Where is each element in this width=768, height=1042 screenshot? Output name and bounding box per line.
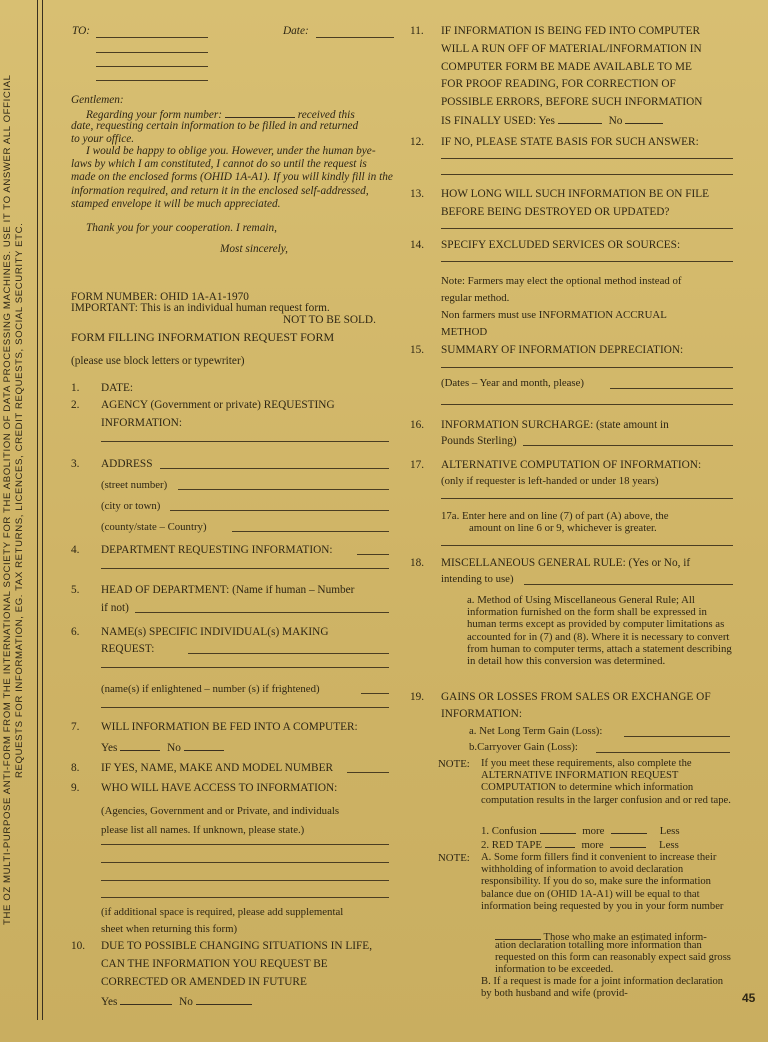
item-12-basis: IF NO, PLEASE STATE BASIS FOR SUCH ANSWER: (441, 136, 699, 148)
answer-line[interactable] (441, 158, 733, 159)
no-label: No (179, 996, 193, 1008)
note-confusion: If you meet these requirements, also complete the ALTERNATIVE INFORMATION REQUEST COMPUTATION to determine which information computation results in the larger confusion and or red tape. (481, 758, 731, 806)
farmers-note: Note: Farmers may elect the optional method instead of (441, 275, 682, 287)
yes-blank[interactable] (120, 993, 172, 1005)
letter-p2: I would be happy to oblige you. However, under the human bye-laws by which I am constituted, I cannot do so until the request is made on the enclosed forms (OHID 1A-A1). If you will kindly fill in the information required, and return it in the enclosed self-addressed, stamped envelope it will be much appreciated. (71, 145, 393, 210)
no-label: No (167, 742, 181, 754)
item-11-line: WILL A RUN OFF OF MATERIAL/INFORMATION IN (441, 43, 702, 55)
item-2-agency-b: INFORMATION: (101, 417, 182, 429)
greeting: Gentlemen: (71, 94, 124, 106)
answer-line[interactable] (610, 388, 733, 389)
answer-line[interactable] (523, 445, 733, 446)
item-11-line: FOR PROOF READING, FOR CORRECTION OF (441, 78, 676, 90)
red-tape-label: 2. RED TAPE (481, 839, 543, 851)
item-16-surcharge-b: Pounds Sterling) (441, 435, 517, 447)
answer-line[interactable] (441, 174, 733, 175)
answer-line[interactable] (101, 568, 389, 569)
answer-line[interactable] (101, 880, 389, 881)
item-9-note-a: (Agencies, Government and or Private, and individuals (101, 805, 340, 817)
side-banner-line2: REQUESTS FOR INFORMATION, EG. TAX RETURNS, LICENCES, CREDIT REQUESTS, SOCIAL SECURITY ETC. (14, 222, 25, 778)
item-2-agency: AGENCY (Government or private) REQUESTING (101, 399, 335, 411)
confusion-blank[interactable] (540, 822, 576, 834)
item-19b: b.Carryover Gain (Loss): (469, 741, 578, 753)
answer-line[interactable] (101, 441, 389, 442)
note-declaration: ation declaration totalling more information than requested on this form can reasonably expect said gross information to be exceeded. (495, 940, 731, 976)
item-14-excluded: SPECIFY EXCLUDED SERVICES OR SOURCES: (441, 239, 681, 251)
answer-line[interactable] (101, 844, 389, 845)
to-line[interactable] (96, 66, 208, 67)
item-number: 12. (410, 136, 425, 148)
yes-label: Yes (101, 742, 118, 754)
answer-line[interactable] (596, 752, 730, 753)
item-number: 6. (71, 626, 80, 638)
side-banner (2, 0, 36, 1000)
item-17a-b: amount on line 6 or 9, whichever is greater. (469, 522, 657, 534)
no-blank[interactable] (184, 739, 224, 751)
address-line[interactable] (160, 468, 389, 469)
less-label: Less (659, 839, 679, 851)
item-5-head-b: if not) (101, 602, 129, 614)
answer-line[interactable] (101, 667, 389, 668)
answer-line[interactable] (441, 498, 733, 499)
letter-p3: Thank you for your cooperation. I remain, (86, 222, 277, 234)
answer-line[interactable] (441, 261, 733, 262)
no-blank[interactable] (196, 993, 252, 1005)
item-6-names-b: REQUEST: (101, 643, 155, 655)
item-13-file-b: BEFORE BEING DESTROYED OR UPDATED? (441, 206, 670, 218)
no-label: No (608, 115, 623, 127)
county-line[interactable] (232, 531, 389, 532)
date-line[interactable] (316, 37, 394, 38)
item-1-date: DATE: (101, 382, 134, 394)
item-9-note-c: (if additional space is required, please add supplemental (101, 906, 344, 918)
answer-line[interactable] (361, 693, 389, 694)
item-6-names: NAME(s) SPECIFIC INDIVIDUAL(s) MAKING (101, 626, 329, 638)
street-label: (street number) (101, 479, 168, 491)
letter-p1c: date, requesting certain information to be filled in and returned (71, 120, 359, 132)
item-11-yes-no (441, 112, 663, 128)
item-number: 13. (410, 188, 425, 200)
farmers-note: Non farmers must use INFORMATION ACCRUAL (441, 309, 667, 321)
item-7-yes-no (101, 739, 224, 755)
yes-blank[interactable] (120, 739, 160, 751)
yes-blank[interactable] (558, 112, 602, 124)
item-18-misc-b: intending to use) (441, 573, 514, 585)
note-withholding: A. Some form fillers find it convenient to increase their withholding of information to avoid declaration responsibility. If you do so, make sure the information balance due on (OHID 1A-A1) will be equal to that information being requested by you in your form number (481, 852, 724, 912)
letter-closing: Most sincerely, (220, 243, 288, 255)
confusion-label: 1. Confusion (481, 825, 537, 837)
item-number: 4. (71, 544, 80, 556)
form-title: FORM FILLING INFORMATION REQUEST FORM (71, 330, 335, 344)
note-label: NOTE: (438, 758, 470, 770)
county-label: (county/state – Country) (101, 521, 207, 533)
item-number: 19. (410, 691, 425, 703)
item-11-line: POSSIBLE ERRORS, BEFORE SUCH INFORMATION (441, 96, 703, 108)
item-18-method: a. Method of Using Miscellaneous General Rule; All information furnished on the form shall be expressed in human terms except as provided by computer limitations as accounted for in (7) and (8). Where it is necessary to convert from human to computer terms, attach a statement describing in detail how this conversion was determined. (467, 594, 732, 668)
item-9-note-b: please list all names. If unknown, please state.) (101, 824, 305, 836)
item-11-line: IF INFORMATION IS BEING FED INTO COMPUTER (441, 25, 701, 37)
page-number: 45 (742, 991, 756, 1005)
answer-line[interactable] (101, 897, 389, 898)
note-estimated: Those who make an estimated inform- (543, 932, 707, 943)
yes-label: Yes (101, 996, 118, 1008)
answer-line[interactable] (441, 545, 733, 546)
item-10-change-b: CAN THE INFORMATION YOU REQUEST BE (101, 958, 328, 970)
letter-p1d: to your office. (71, 133, 135, 145)
answer-line[interactable] (188, 653, 389, 654)
item-10-change: DUE TO POSSIBLE CHANGING SITUATIONS IN LIFE, (101, 940, 373, 952)
item-number: 3. (71, 458, 80, 470)
item-11-line: COMPUTER FORM BE MADE AVAILABLE TO ME (441, 61, 692, 73)
item-number: 8. (71, 762, 80, 774)
item-number: 9. (71, 782, 80, 794)
answer-line[interactable] (357, 554, 389, 555)
to-line[interactable] (96, 52, 208, 53)
margin-rule (37, 0, 38, 1020)
item-number: 15. (410, 344, 425, 356)
item-9-note-d: sheet when returning this form) (101, 923, 238, 935)
item-17-alternative: ALTERNATIVE COMPUTATION OF INFORMATION: (441, 459, 702, 471)
answer-line[interactable] (441, 367, 733, 368)
item-number: 1. (71, 382, 80, 394)
item-19-gains-b: INFORMATION: (441, 708, 522, 720)
more-label: more (581, 839, 604, 851)
red-tape-blank[interactable] (545, 836, 575, 848)
letter-p1a-text: Regarding your form number: (86, 109, 223, 121)
item-3-address: ADDRESS (101, 458, 153, 470)
item-5-head: HEAD OF DEPARTMENT: (Name if human – Number (101, 584, 355, 596)
farmers-note: METHOD (441, 326, 488, 338)
answer-line[interactable] (101, 862, 389, 863)
note-joint: B. If a request is made for a joint information declaration by both husband and wife (provid- (481, 976, 724, 1000)
farmers-note: regular method. (441, 292, 510, 304)
item-number: 5. (71, 584, 80, 596)
item-number: 16. (410, 419, 425, 431)
no-blank[interactable] (625, 112, 663, 124)
date-label: Date: (283, 25, 309, 37)
city-label: (city or town) (101, 500, 161, 512)
item-17-alternative-b: (only if requester is left-handed or under 18 years) (441, 475, 659, 487)
item-8-model: IF YES, NAME, MAKE AND MODEL NUMBER (101, 762, 334, 774)
more-label: more (582, 825, 605, 837)
to-label: TO: (72, 25, 90, 37)
answer-line[interactable] (135, 612, 389, 613)
item-10-change-c: CORRECTED OR AMENDED IN FUTURE (101, 976, 307, 988)
answer-line[interactable] (347, 772, 389, 773)
form-block-note: (please use block letters or typewriter) (71, 355, 245, 367)
to-line[interactable] (96, 37, 208, 38)
item-18-misc: MISCELLANEOUS GENERAL RULE: (Yes or No, if (441, 557, 691, 569)
item-16-surcharge: INFORMATION SURCHARGE: (state amount in (441, 419, 669, 431)
form-number: FORM NUMBER: OHID 1A-A1-1970 (71, 291, 249, 303)
answer-line[interactable] (441, 228, 733, 229)
margin-rule (42, 0, 43, 1020)
form-not-sold: NOT TO BE SOLD. (283, 314, 376, 326)
more-blank[interactable] (611, 822, 647, 834)
answer-line[interactable] (441, 404, 733, 405)
item-6-note: (name(s) if enlightened – number (s) if frightened) (101, 683, 320, 695)
item-number: 2. (71, 399, 80, 411)
more-blank[interactable] (610, 836, 646, 848)
answer-line[interactable] (101, 707, 389, 708)
form-important: IMPORTANT: This is an individual human request form. (71, 302, 330, 314)
item-number: 11. (410, 25, 424, 37)
item-13-file: HOW LONG WILL SUCH INFORMATION BE ON FILE (441, 188, 710, 200)
item-10-yes-no (101, 993, 252, 1009)
street-line[interactable] (178, 489, 389, 490)
item-number: 10. (71, 940, 86, 952)
item-15-depreciation: SUMMARY OF INFORMATION DEPRECIATION: (441, 344, 684, 356)
item-7-computer: WILL INFORMATION BE FED INTO A COMPUTER: (101, 721, 358, 733)
letter-p1b-text: received this (297, 109, 355, 121)
item-17a: 17a. Enter here and on line (7) of part (A) above, the (441, 510, 669, 522)
red-tape-row (481, 836, 679, 852)
form-number-line[interactable] (225, 106, 295, 118)
form-number-blank[interactable] (495, 928, 541, 940)
yes-label: IS FINALLY USED: Yes (441, 115, 555, 127)
item-19a: a. Net Long Term Gain (Loss): (469, 725, 603, 737)
note-label: NOTE: (438, 852, 470, 864)
item-9-access: WHO WILL HAVE ACCESS TO INFORMATION: (101, 782, 338, 794)
city-line[interactable] (170, 510, 389, 511)
to-line[interactable] (96, 80, 208, 81)
item-number: 14. (410, 239, 425, 251)
less-label: Less (659, 825, 680, 837)
item-15-dates: (Dates – Year and month, please) (441, 377, 585, 389)
side-banner-line1: THE OZ MULTI-PURPOSE ANTI-FORM FROM THE INTERNATIONAL SOCIETY FOR THE ABOLITION OF DATA PROCESSING MACHINES. USE IT TO ANSWER ALL OFFICIAL (2, 74, 13, 926)
answer-line[interactable] (624, 736, 730, 737)
item-19-gains: GAINS OR LOSSES FROM SALES OR EXCHANGE OF (441, 691, 711, 703)
item-number: 17. (410, 459, 425, 471)
item-number: 18. (410, 557, 425, 569)
answer-line[interactable] (524, 584, 733, 585)
item-4-department: DEPARTMENT REQUESTING INFORMATION: (101, 544, 333, 556)
item-number: 7. (71, 721, 80, 733)
